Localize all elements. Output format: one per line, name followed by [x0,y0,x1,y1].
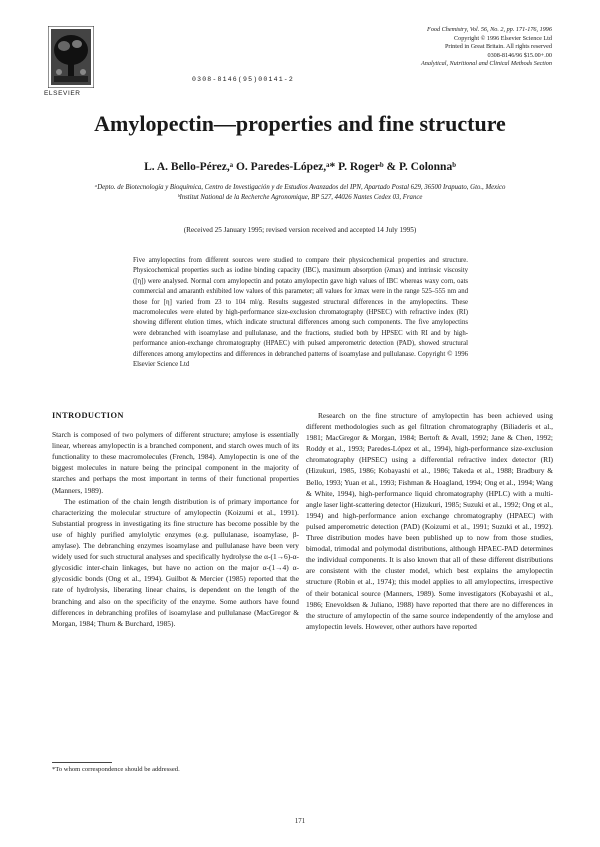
journal-copyright: Copyright © 1996 Elsevier Science Ltd [453,34,552,42]
affiliations [70,183,530,203]
right-column [306,410,553,632]
article-issn: 0308-8146(95)00141-2 [192,76,295,83]
publisher-name: ELSEVIER [44,90,81,97]
journal-section: Analytical, Nutritional and Clinical Methods Section [421,60,552,68]
left-column [52,410,299,629]
body-paragraph: Research on the fine structure of amylopectin has been achieved using different methodologies such as gel filtration chromatography (Biliaderis et al., 1981; MacGregor & Morgan, 1984; Bertoft & Avall, 1992; Jane & Chen, 1992; Roddy et al., 1993; Paredes-López et al., 1994), high-performance size-exclusion chromatography (HPSEC) using a differential refractive index detector (RI) (Hizukuri, 1985, 1986; Kobayashi et al., 1986; Takeda et al., 1988; Bradbury & Bello, 1993; Yuan et al., 1993; Fishman & Hoagland, 1994; Ong et al., 1994; Wang & White, 1994), high-performance liquid chromatography (HPLC) with a multi-angle laser light-scattering detector (Hizukuri, 1985; Suzuki et al., 1992; Ong et al., 1994) and high-performance anion exchange chromatography (HPAEC) with pulsed amperometric detection (PAD) (Koizumi et al., 1991; Suzuki et al., 1992). Three distribution modes have been published up to now from those studies, bimodal, trimodal and polymodal distributions, although HPAEC-PAD determines the individual components. It is also known that all of these different distributions are consistent with the cluster model, which best explains the amylopectin structure (Robin et al., 1974); this model applies to all amylopectins, irrespective of their botanical source (Manners, 1989). Some investigators (Kobayashi et al., 1986; Enevoldsen & Juliano, 1988) have reported that there are no differences in the structure of amylopectin of the same source independently of the amylose and amylopectin levels. However, other authors have reported [306,411,553,631]
abstract: Five amylopectins from different sources were studied to compare their physicochemical properties and structure. Physicochemical properties such as iodine binding capacity (IBC), maximum absorption (λmax) and intrinsic viscosity ([η]) were analysed. Normal corn amylopectin and potato amylopectin gave high values of IBC whereas waxy corn, oats commercial and amaranth exhibited low values of this parameter; all values for λmax were in the range 525–555 nm and those for [η] varied from 23 to 104 ml/g. Results suggested structural differences in the amylopectins. These macromolecules were eluted by high-performance size-exclusion chromatography (HPSEC) with refractive index (RI) showing different elution times, which indicate structural differences among such components. The five amylopectins were debranched with isoamylase and pullulanase, and the fractions, studied both by HPSEC with RI and by high-performance anion-exchange chromatography (HPAEC) with pulsed amperometric detection (PAD), showed structural differences among amylopectins and differences in debranched patterns of isoamylase and pullulanase. Copyright © 1996 Elsevier Science Ltd [133,257,468,369]
article-title: Amylopectin—properties and fine structure [94,111,506,136]
correspondence-footnote: *To whom correspondence should be addressed. [52,766,180,773]
footnote-divider [52,762,112,763]
journal-citation: Food Chemistry, Vol. 56, No. 2, pp. 171-176, 1996 [427,26,552,33]
journal-price-code: 0308-8146/96 $15.00+.00 [487,51,552,59]
article-authors: L. A. Bello-Pérez,ᵃ O. Paredes-López,ᵃ* P. Rogerᵇ & P. Colonnaᵇ [144,161,456,173]
affiliation-a: ᵃDepto. de Biotecnología y Bioquímica, Centro de Investigación y de Estudios Avanzados del IPN, Apartado Postal 629, 36500 Irapuato, Gto., Mexico [94,184,506,191]
affiliation-b: ᵇInstitut National de la Recherche Agronomique, BP 527, 44026 Nantes Cedex 03, France [177,194,423,201]
journal-printed: Printed in Great Britain. All rights reserved [444,43,552,51]
body-paragraph: The estimation of the chain length distribution is of primary importance for characterizing the molecular structure of amylopectin (Koizumi et al., 1991). Substantial progress in investigating its fine structure has become possible by the use of highly purified amylolytic enzymes (e.g. pullulanase, isoamylase, β-amylase). The debranching enzymes isoamylase and pullulanase have been very widely used for such structural analyses and specifically hydrolyse the α-(1→6)-α-glycosidic inter-chain linkages, but have no action on the major α-(1→4) α-glycosidic bonds (Ong et al., 1994). Guilbot & Mercier (1985) reported that the rate of hydrolysis, liberating linear chains, is dependent on the length of the branching and also on the specificity of the enzyme. Some authors have found differences in debranching profiles of isoamylase and pullulanase (MacGregor & Morgan, 1984; Thurn & Burchard, 1985). [52,496,299,628]
received-dates: (Received 25 January 1995; revised version received and accepted 14 July 1995) [183,226,417,234]
elsevier-tree-logo-icon [48,26,94,88]
introduction-heading: INTRODUCTION [52,411,124,420]
body-paragraph: Starch is composed of two polymers of different structure; amylose is essentially linear, whereas amylopectin is a branched component, and starch owes much of its functionality to these macromolecules (French, 1984). Amylopectin is one of the biggest molecules in nature being the principal component in the majority of starches and perhaps the most important in terms of their functional properties (Manners, 1989). [52,430,299,495]
journal-info [342,26,552,69]
page-number: 171 [294,818,306,825]
